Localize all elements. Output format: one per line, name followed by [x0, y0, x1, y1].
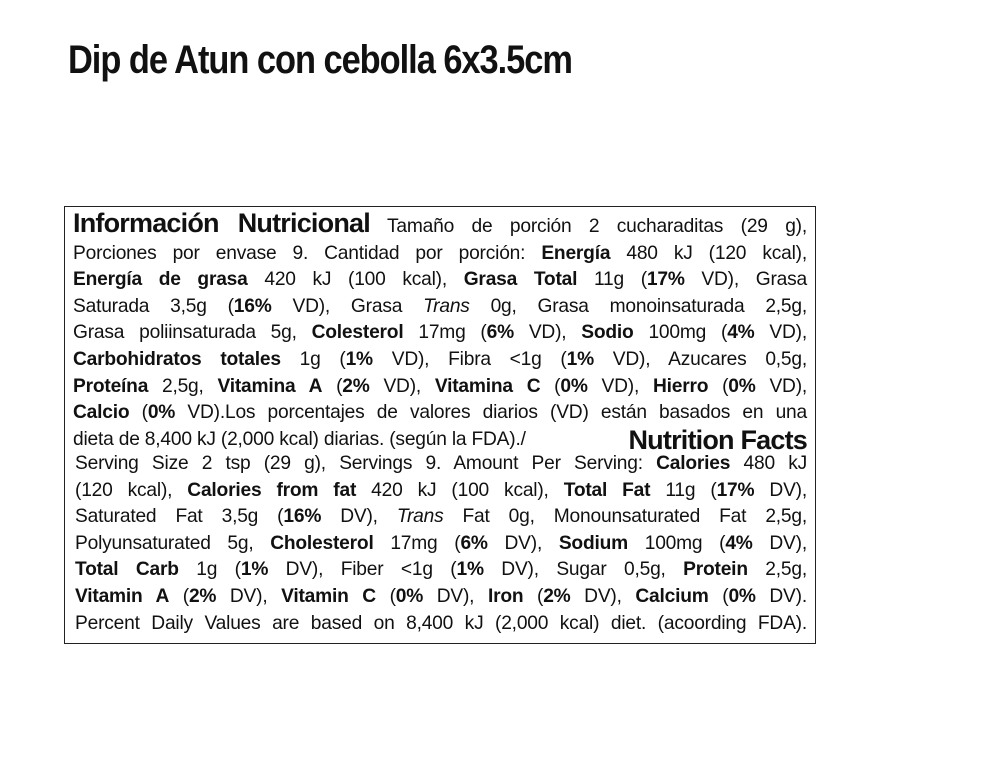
en-line-2 [75, 478, 807, 505]
label-text-segment: 420 kJ (100 kcal), [247, 269, 464, 291]
es-line-2 [73, 241, 807, 268]
label-text-segment: VD), Grasa [271, 295, 424, 317]
label-text-segment: ( [129, 402, 148, 424]
en-line-6 [75, 584, 807, 611]
es-line-3 [73, 267, 807, 294]
label-text-segment: DV), [570, 585, 636, 607]
label-text-segment: 16% [283, 506, 322, 528]
label-text-segment: Calcium [635, 585, 709, 607]
label-text-segment: 420 kJ (100 kcal), [356, 479, 564, 501]
nutrition-label [64, 206, 816, 644]
english-nutrition-block [75, 451, 807, 637]
label-text-segment: 100mg ( [633, 322, 728, 344]
label-text-segment: DV), Sugar 0,5g, [483, 559, 684, 581]
label-text-segment: 2,5g, [148, 375, 218, 397]
label-text-segment: Sodio [581, 322, 634, 344]
label-text-segment: ( [169, 585, 189, 607]
es-line-7 [73, 374, 807, 401]
label-text-segment: 4% [727, 322, 755, 344]
page-title: Dip de Atun con cebolla 6x3.5cm [68, 38, 572, 82]
label-text-segment: ( [708, 375, 729, 397]
label-text-segment: 17mg ( [403, 322, 487, 344]
label-text-segment: Sodium [558, 532, 628, 554]
label-text-segment: 100mg ( [627, 532, 726, 554]
en-heading: Nutrition Facts [628, 424, 807, 455]
es-line-9 [73, 424, 807, 455]
en-line-3 [75, 504, 807, 531]
label-text-segment: 480 kJ [730, 453, 807, 474]
label-text-segment: 1g ( [178, 559, 241, 581]
label-text-segment: Energía de grasa [73, 269, 248, 291]
label-text-segment: DV), [487, 532, 559, 554]
label-text-segment: DV), [754, 479, 807, 501]
label-text-segment: DV), Fiber <1g ( [268, 559, 457, 581]
label-text-segment: 480 kJ (120 kcal), [610, 242, 807, 264]
label-text-segment: Vitamin C [281, 585, 376, 607]
label-text-segment: ( [540, 375, 561, 397]
label-text-segment: 6% [486, 322, 514, 344]
label-text-segment: 17% [646, 269, 685, 291]
en-line-5 [75, 557, 807, 584]
spanish-nutrition-block [73, 210, 807, 453]
label-text-segment: 6% [460, 532, 488, 554]
label-text-segment: Total Carb [75, 559, 179, 581]
label-text-segment: Calories from fat [187, 479, 357, 501]
label-text-segment: 1% [345, 348, 373, 370]
label-text-segment: ( [708, 585, 729, 607]
label-text-segment: 0g, Grasa monoinsaturada 2,5g, [469, 295, 808, 317]
label-text-segment: Porciones por envase 9. Cantidad por porción: [73, 242, 542, 264]
label-text-segment: Cholesterol [270, 532, 374, 554]
label-text-segment: Energía [541, 242, 611, 264]
label-text-segment: Grasa Total [463, 269, 578, 291]
label-text-segment: Hierro [652, 375, 709, 397]
label-text-segment: Vitamina C [434, 375, 541, 397]
label-text-segment: 1% [566, 348, 594, 370]
label-text-segment: 0% [728, 585, 756, 607]
label-text-segment: Colesterol [311, 322, 404, 344]
label-text-segment: 0% [728, 375, 756, 397]
es-footnote: dieta de 8,400 kJ (2,000 kcal) diarias. (según la FDA)./ [73, 428, 526, 450]
label-text-segment: 1% [456, 559, 484, 581]
label-text-segment: DV), [423, 585, 488, 607]
label-text-segment: Iron [487, 585, 524, 607]
label-text-segment: Vitamina A [217, 375, 323, 397]
label-text-segment: 2,5g, [747, 559, 807, 581]
label-text-segment: VD), [754, 322, 807, 344]
label-text-segment: Total Fat [563, 479, 651, 501]
label-text-segment: 1% [240, 559, 269, 581]
es-heading: Información Nutricional [73, 208, 370, 238]
label-text-segment: 4% [725, 532, 753, 554]
label-text-segment: 16% [233, 295, 272, 317]
label-text-segment: 2% [342, 375, 370, 397]
es-line-5 [73, 320, 807, 347]
label-text-segment: VD), [587, 375, 653, 397]
es-line-4 [73, 294, 807, 321]
label-text-segment: Vitamin A [75, 585, 170, 607]
label-text-segment: 1g ( [280, 348, 346, 370]
label-text-segment: Grasa poliinsaturada 5g, [73, 322, 312, 344]
es-line-1 [73, 210, 807, 241]
label-text-segment: Proteína [73, 375, 149, 397]
label-text-segment: 0% [395, 585, 424, 607]
es-line-6 [73, 347, 807, 374]
label-text-segment: Saturated Fat 3,5g ( [75, 506, 284, 528]
label-text-segment: Carbohidratos totales [73, 348, 281, 370]
label-text-segment: VD), [755, 375, 808, 397]
label-text-segment: ( [375, 585, 396, 607]
label-text-segment: DV), [216, 585, 282, 607]
label-text-segment: DV), [752, 532, 807, 554]
label-text-segment: DV). [755, 585, 807, 607]
label-text-segment: VD), Azucares 0,5g, [593, 348, 807, 370]
en-line-4 [75, 531, 807, 558]
label-text-segment: VD).Los porcentajes de valores diarios (VD) están basados en una [175, 402, 808, 424]
label-text-segment: Calcio [73, 402, 130, 424]
label-text-segment: Protein [683, 559, 748, 581]
label-text-segment: VD), Grasa [684, 269, 807, 291]
en-line-1 [75, 451, 807, 478]
label-text-segment: ( [523, 585, 544, 607]
label-text-segment: VD), Fibra <1g ( [372, 348, 567, 370]
label-text-segment: Serving Size 2 tsp (29 g), Servings 9. Amount Per Serving: [75, 453, 657, 474]
label-text-segment: DV), [321, 506, 397, 528]
label-text-segment: 11g ( [577, 269, 647, 291]
label-text-segment: ( [322, 375, 343, 397]
label-text-segment: Trans [396, 506, 444, 528]
label-text-segment: Saturada 3,5g ( [73, 295, 234, 317]
en-footnote: Percent Daily Values are based on 8,400 kJ (2,000 kcal) diet. (acoording FDA). [75, 612, 807, 634]
label-text-segment: Trans [423, 295, 470, 317]
label-text-segment: Tamaño de porción 2 cucharaditas (29 g), [369, 216, 807, 237]
label-text-segment: Calories [656, 453, 731, 474]
label-text-segment: Polyunsaturated 5g, [75, 532, 271, 554]
es-line-8 [73, 400, 807, 427]
label-text-segment: VD), [513, 322, 582, 344]
label-text-segment: 17mg ( [373, 532, 461, 554]
label-text-segment: 11g ( [650, 479, 717, 501]
label-text-segment: 0% [560, 375, 588, 397]
label-text-segment: VD), [369, 375, 435, 397]
label-text-segment: 0% [147, 402, 176, 424]
label-text-segment: Fat 0g, Monounsaturated Fat 2,5g, [443, 506, 807, 528]
label-text-segment: 2% [188, 585, 217, 607]
label-text-segment: 17% [716, 479, 755, 501]
label-text-segment: (120 kcal), [75, 479, 188, 501]
label-text-segment: 2% [543, 585, 571, 607]
